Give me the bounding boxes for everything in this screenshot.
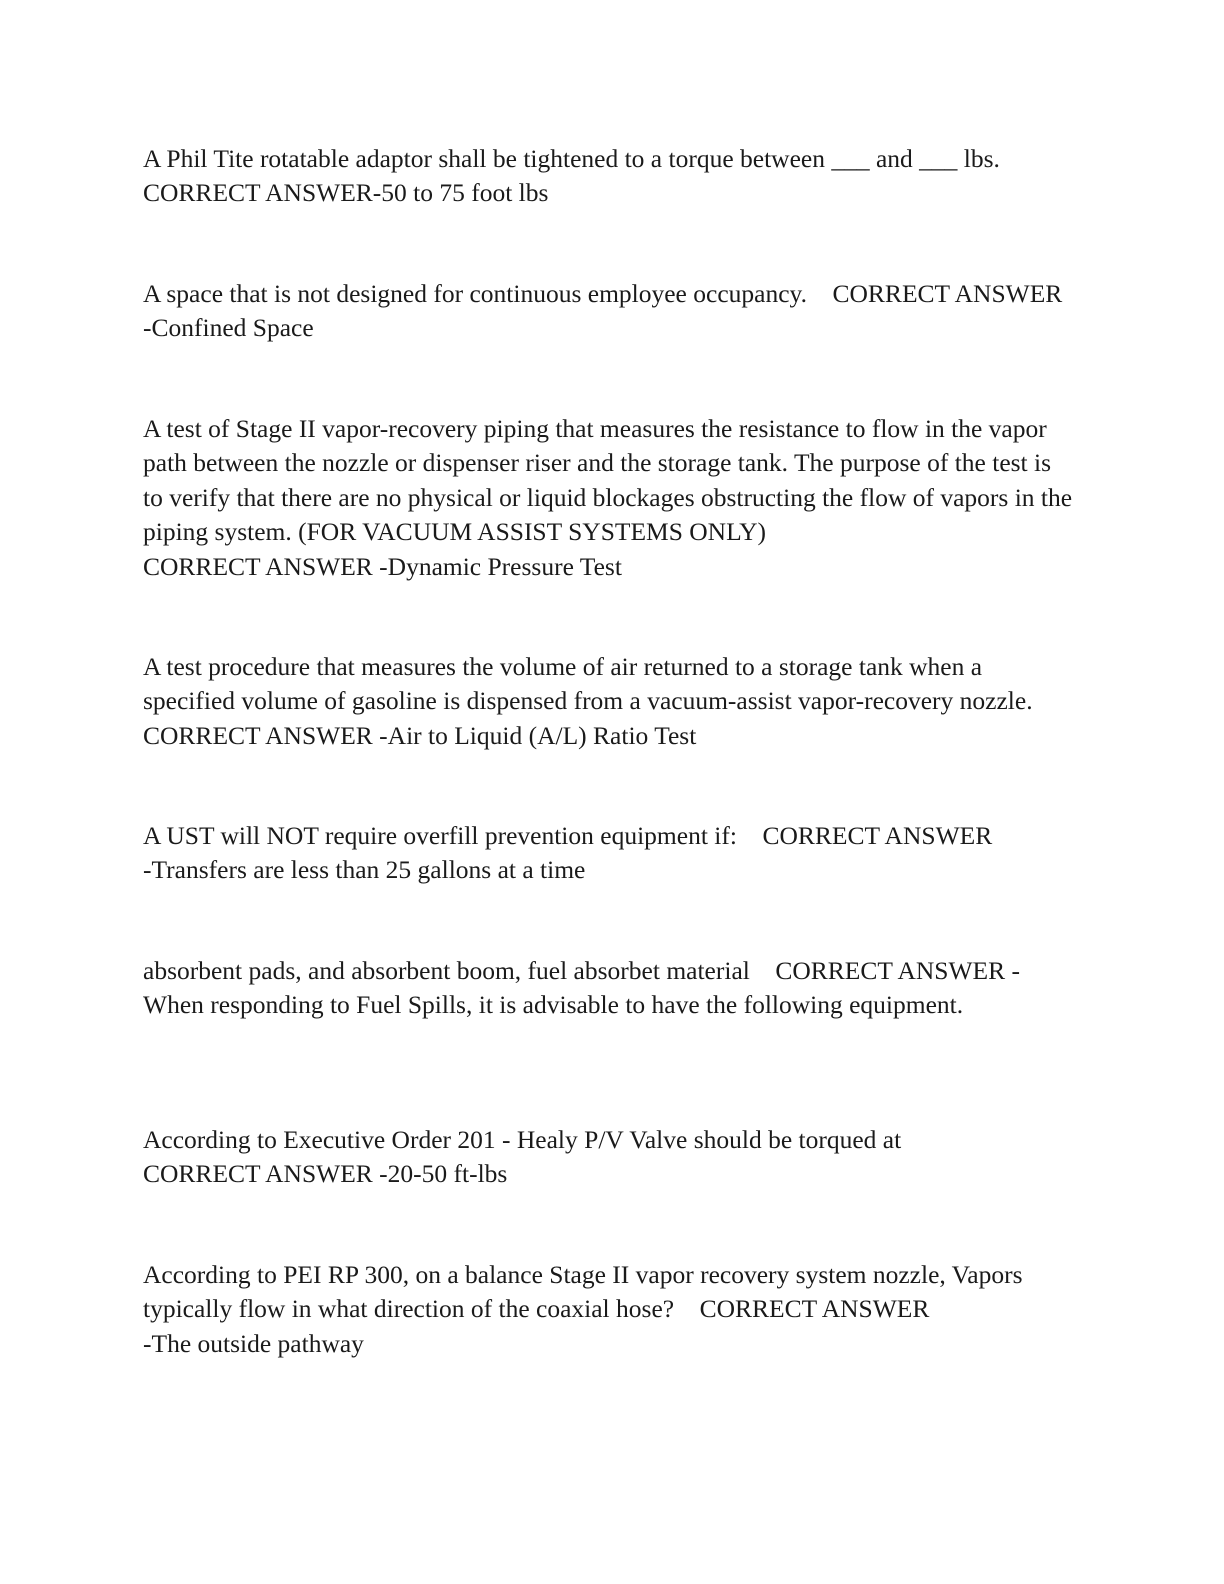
- question-text: A UST will NOT require overfill prevention equipment if:: [143, 821, 737, 850]
- question-text: According to PEI RP 300, on a balance Stage II vapor recovery system nozzle, Vapors typically flow in what direction of the coaxial hose?: [143, 1260, 1029, 1324]
- gap: [1000, 144, 1026, 173]
- answer-label: CORRECT ANSWER: [143, 720, 373, 750]
- qa-entry-3: [143, 412, 1079, 584]
- answer-text: -The outside pathway: [143, 1328, 364, 1358]
- answer-text: -50 to 75 foot lbs: [372, 178, 549, 208]
- qa-entry-1: [143, 142, 1073, 211]
- gap: [674, 1294, 700, 1323]
- gap: [737, 821, 763, 850]
- gap: [1033, 686, 1059, 715]
- answer-text: -Confined Space: [143, 313, 314, 343]
- answer-text: -Dynamic Pressure Test: [379, 551, 622, 581]
- qa-entry-6: [143, 954, 1073, 1023]
- answer-label: CORRECT ANSWER: [143, 551, 373, 581]
- qa-entry-7: [143, 1123, 1073, 1192]
- qa-entry-5: [143, 819, 1073, 888]
- qa-entry-4: [143, 650, 1073, 753]
- question-text: A test procedure that measures the volume of air returned to a storage tank when a specified volume of gasoline is dispensed from a vacuum-assist vapor-recovery nozzle.: [143, 652, 1033, 716]
- question-text: A test of Stage II vapor-recovery piping that measures the resistance to flow in the vapor path between the nozzle or dispenser riser and the storage tank. The purpose of the test is to verify that there are no physical or liquid blockages obstructing the flow of vapors in the piping system. (FOR VACUUM ASSIST SYSTEMS ONLY): [143, 414, 1079, 547]
- qa-entry-8: [143, 1258, 1073, 1361]
- answer-text: -20-50 ft-lbs: [379, 1159, 508, 1189]
- answer-label: CORRECT ANSWER: [143, 1159, 373, 1189]
- question-text: absorbent pads, and absorbent boom, fuel absorbet material: [143, 956, 750, 985]
- gap: [807, 279, 833, 308]
- answer-text: -When responding to Fuel Spills, it is advisable to have the following equipment.: [143, 956, 1021, 1020]
- question-text: A Phil Tite rotatable adaptor shall be tightened to a torque between ___ and ___ lbs.: [143, 144, 1000, 173]
- gap: [750, 956, 776, 985]
- qa-entry-2: [143, 277, 1073, 346]
- answer-label: CORRECT ANSWER: [832, 279, 1063, 308]
- answer-label: CORRECT ANSWER: [143, 178, 373, 208]
- question-text: A space that is not designed for continuous employee occupancy.: [143, 279, 807, 308]
- answer-text: -Transfers are less than 25 gallons at a time: [143, 855, 586, 885]
- answer-label: CORRECT ANSWER: [699, 1294, 930, 1324]
- question-text: According to Executive Order 201 - Healy P/V Valve should be torqued at: [143, 1125, 902, 1154]
- answer-label: CORRECT ANSWER: [762, 821, 993, 850]
- answer-label: CORRECT ANSWER: [775, 956, 1006, 985]
- answer-text: -Air to Liquid (A/L) Ratio Test: [379, 720, 697, 750]
